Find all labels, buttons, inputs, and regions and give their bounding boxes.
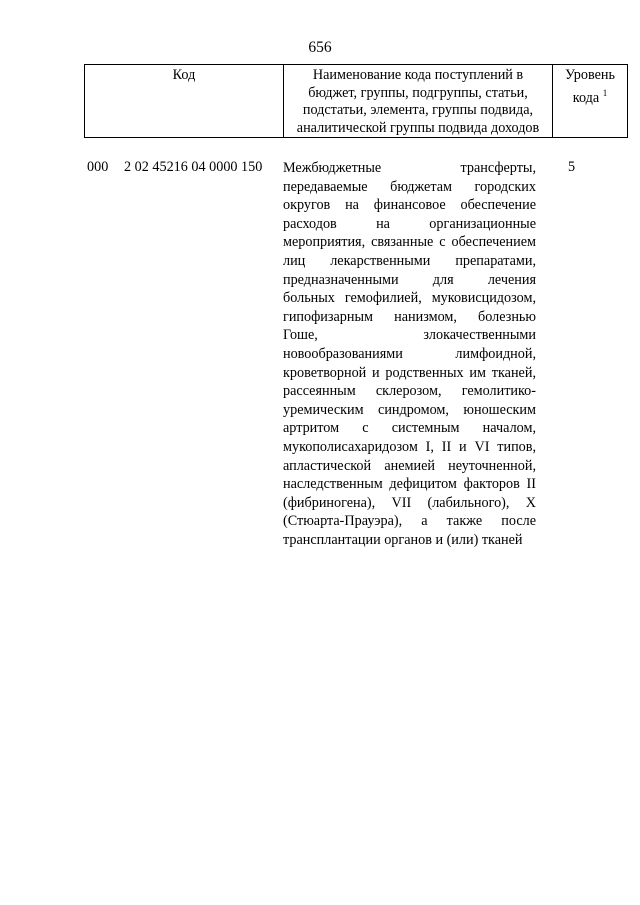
revenue-name-line: апластической анемией неуточненной, <box>283 457 536 474</box>
header-name-line: Наименование кода поступлений в <box>312 67 524 83</box>
revenue-name-line: мероприятия, связанные с обеспечением <box>283 234 536 251</box>
revenue-name-line: новообразованиями лимфоидной, <box>283 345 536 362</box>
footnote-marker: 1 <box>602 87 608 98</box>
revenue-name-line: артритом с системным началом, <box>283 420 536 437</box>
revenue-name-line: уремическим синдромом, юношеским <box>283 401 536 418</box>
revenue-name-line: Гоше, злокачественными <box>283 327 536 344</box>
revenue-name-line: предназначенными для лечения <box>283 271 536 288</box>
revenue-name-line: гипофизарным нанизмом, болезнью <box>283 308 536 325</box>
revenue-name-line: кроветворной и родственных им тканей, <box>283 364 536 381</box>
table-header <box>84 64 628 138</box>
header-name-line: бюджет, группы, подгруппы, статьи, <box>308 84 528 101</box>
header-name-line: аналитической группы подвида доходов <box>296 119 540 136</box>
header-level-line: кода $^1$ <box>572 87 608 106</box>
revenue-name-line: трансплантации органов и (или) тканей <box>283 531 523 548</box>
page-number: 656 <box>308 39 332 56</box>
header-name <box>284 65 553 138</box>
revenue-name-line: (фибриногена), VII (лабильного), X <box>283 494 536 511</box>
header-level-line: Уровень <box>565 67 615 83</box>
revenue-name-line: мукополисахаридозом I, II и VI типов, <box>283 438 536 455</box>
budget-code: 2 02 45216 04 0000 150 <box>124 159 263 175</box>
header-code: Код <box>85 65 284 138</box>
revenue-name-line: Межбюджетные трансферты, <box>283 160 536 176</box>
revenue-name <box>283 159 536 549</box>
revenue-name-line: рассеянным склерозом, гемолитико- <box>283 383 536 400</box>
revenue-name-line: передаваемые бюджетам городских <box>283 178 536 195</box>
header-name-line: подстатьи, элемента, группы подвида, <box>302 102 534 118</box>
revenue-name-line: больных гемофилией, муковисцидозом, <box>283 290 536 307</box>
revenue-name-line: наследственным дефицитом факторов II <box>283 476 536 493</box>
admin-code: 000 <box>87 159 109 175</box>
revenue-name-line: расходов на организационные <box>283 215 536 232</box>
revenue-name-line: (Стюарта-Прауэра), а также после <box>283 513 536 530</box>
revenue-name-line: округов на финансовое обеспечение <box>283 197 536 214</box>
header-level <box>553 65 628 138</box>
code-level: 5 <box>568 159 576 175</box>
revenue-name-line: лиц лекарственными препаратами, <box>283 252 536 269</box>
